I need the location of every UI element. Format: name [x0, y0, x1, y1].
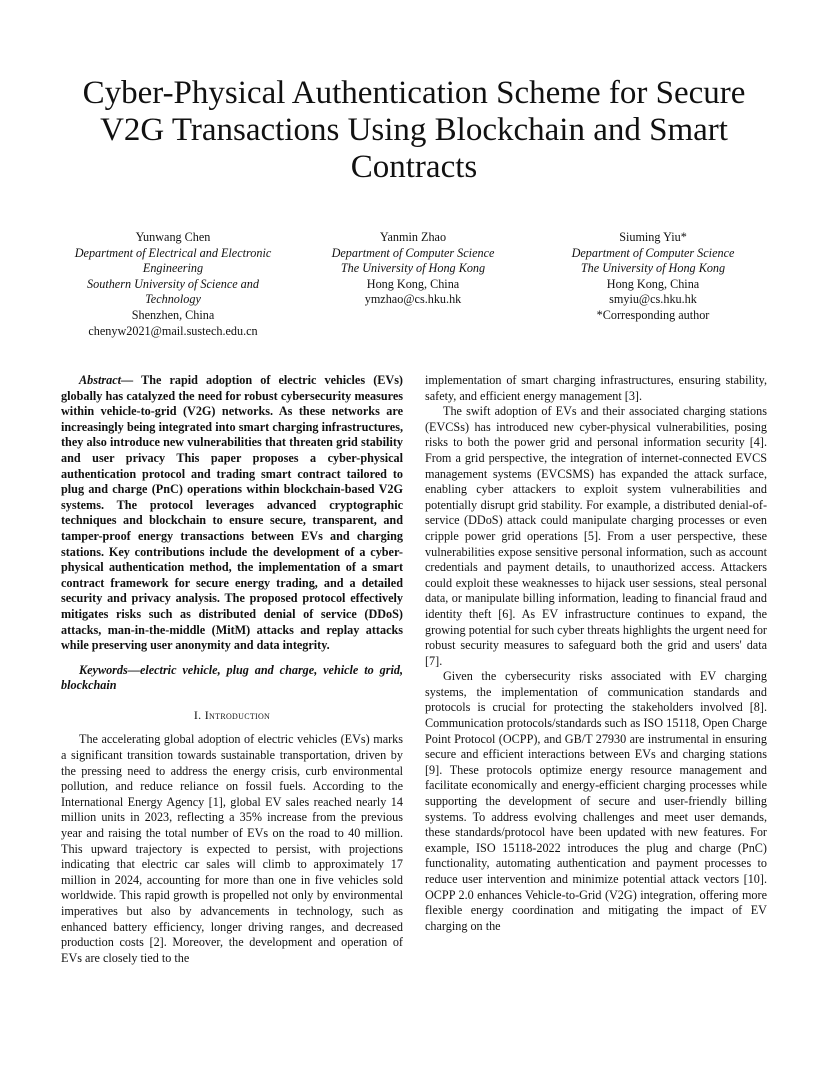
author-dept: Department of Computer Science	[331, 245, 495, 260]
author-location: Hong Kong, China	[606, 276, 700, 291]
left-column	[61, 373, 403, 966]
section-title: Introduction	[204, 707, 271, 722]
abstract	[61, 373, 403, 654]
right-column	[425, 373, 767, 934]
keywords-label: Keywords	[79, 662, 128, 677]
author-block-3	[538, 230, 768, 324]
corresponding-author-note: *Corresponding author	[596, 307, 710, 322]
author-location: Shenzhen, China	[131, 307, 215, 322]
author-block-1	[58, 230, 288, 339]
author-affiliation: The University of Hong Kong	[340, 261, 486, 276]
author-name: Siuming Yiu*	[619, 230, 687, 244]
keywords	[61, 663, 403, 694]
abstract-label: Abstract—	[79, 373, 134, 387]
author-email: ymzhao@cs.hku.hk	[364, 292, 462, 307]
section-number: I.	[193, 707, 202, 722]
author-name: Yunwang Chen	[135, 230, 211, 244]
author-affiliation: The University of Hong Kong	[580, 261, 726, 276]
abstract-text: The rapid adoption of electric vehicles (EVs) globally has catalyzed the need for robust cybersecurity measures within vehicle-to-grid (V2G) networks. As these networks are increasingly being integrated into smart charging infrastructures, they also introduce new vulnerabilities that threaten grid stability and user privacy This paper proposes a cyber-physical authentication protocol and trading smart contract tailored to plug and charge (PnC) operations within blockchain-based V2G systems. The protocol leverages advanced cryptographic techniques and blockchain to ensure secure, transparent, and tamper-proof energy transactions between EVs and charging stations. Key contributions include the development of a cyber-physical authentication method, the implementation of a smart contract framework for secure energy trading, and a detailed security and privacy analysis. The proposed protocol effectively mitigates risks such as distributed denial of service (DDoS) attacks, man-in-the-middle (MitM) attacks and replay attacks while preserving user anonymity and data integrity.	[61, 373, 403, 653]
author-location: Hong Kong, China	[366, 276, 460, 291]
section-heading-introduction	[61, 708, 403, 724]
paper-title: Cyber-Physical Authentication Scheme for Secure V2G Transactions Using Blockchain and Smart Contracts	[82, 75, 746, 185]
keywords-text: —electric vehicle, plug and charge, vehicle to grid, blockchain	[61, 662, 403, 693]
intro-paragraph-2: The swift adoption of EVs and their associated charging stations (EVCSs) has introduced new cyber-physical vulnerabilities, posing risks to both the power grid and personal information security [4]. From a grid perspective, the integration of internet-connected EVCS management systems (EVCSMS) has expanded the attack surface, enabling cyber attackers to exploit system vulnerabilities and potentially disrupt grid stability. For example, a distributed denial-of-service (DDoS) attack could manipulate charging processes or even cripple power grid operations [5]. From a user perspective, these vulnerabilities expose sensitive personal information, such as account credentials and payment details, to unauthorized access. Attackers could exploit these weaknesses to hijack user sessions, steal personal data, or manipulate billing information, leading to financial fraud and identity theft [6]. As EV infrastructure continues to expand, the growing potential for such cyber threats highlights the urgent need for robust security measures to safeguard both the grid and users' data [7].	[425, 404, 767, 668]
author-block-2	[298, 230, 528, 308]
intro-paragraph-1: The accelerating global adoption of electric vehicles (EVs) marks a significant transition towards sustainable transportation, driven by the pressing need to address the energy crisis, curb environmental pollution, and reduce reliance on fossil fuels. According to the International Energy Agency [1], global EV sales reached nearly 14 million units in 2023, reflecting a 35% increase from the previous year and raising the total number of EVs on the road to 40 million. This upward trajectory is expected to persist, with projections indicating that electric car sales will climb to approximately 17 million in 2024, accounting for more than one in five vehicles sold worldwide. This rapid growth is propelled not only by environmental imperatives but also by advancements in technology, such as enhanced battery efficiency, longer driving ranges, and decreased production costs [2]. Moreover, the development and operation of EVs are closely tied to the	[61, 732, 403, 965]
author-affiliation: Southern University of Science and Technology	[87, 276, 259, 307]
author-email: chenyw2021@mail.sustech.edu.cn	[88, 323, 258, 338]
author-email: smyiu@cs.hku.hk	[609, 292, 697, 307]
author-dept: Department of Computer Science	[571, 245, 735, 260]
author-dept: Department of Electrical and Electronic Engineering	[74, 245, 272, 276]
intro-paragraph-1-continued: implementation of smart charging infrastructures, ensuring stability, safety, and efficient energy management [3].	[425, 373, 767, 403]
intro-paragraph-3: Given the cybersecurity risks associated with EV charging systems, the implementation of communication standards and protocols is crucial for protecting the stakeholders involved [8]. Communication protocols/standards such as ISO 15118, Open Charge Point Protocol (OCPP), and GB/T 27930 are instrumental in ensuring secure and efficient interactions between EVs and charging stations [9]. These protocols optimize energy resource management and facilitate economically and energy-efficient charging processes while supporting the development of secure and user-friendly billing systems. To address evolving challenges and meet user demands, these standards/protocol have been updated with new features. For example, ISO 15118-2022 introduces the plug and charge (PnC) functionality, automating authentication and payment processes to reduce user intervention and minimize potential attack vectors [10]. OCPP 2.0 enhances Vehicle-to-Grid (V2G) integration, offering more flexible energy coordination and mitigating the impact of EV charging on the	[425, 669, 767, 933]
author-name: Yanmin Zhao	[379, 230, 447, 244]
